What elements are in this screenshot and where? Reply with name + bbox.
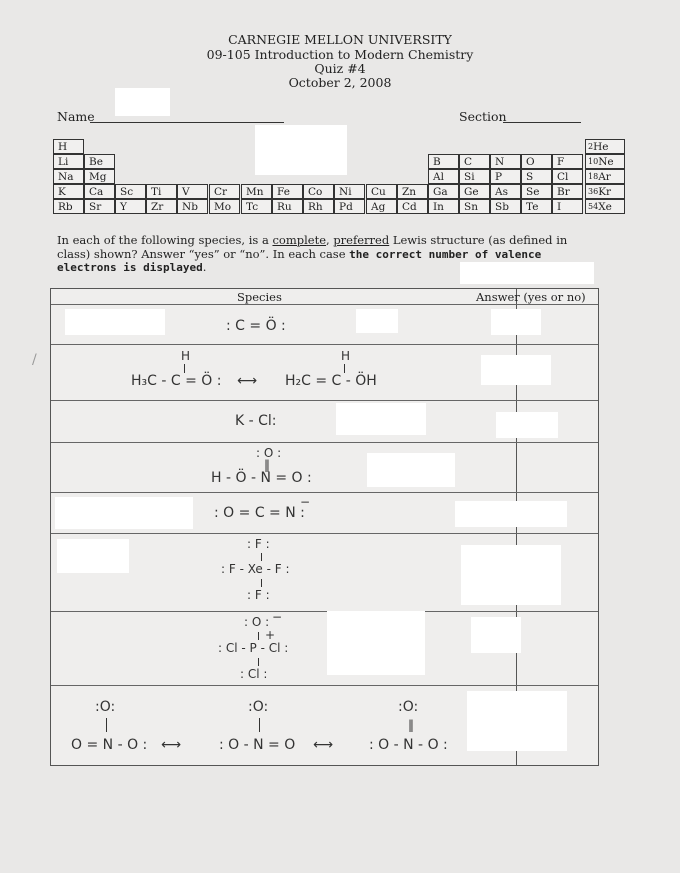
element-br: Br xyxy=(552,184,583,199)
species-pocl3-top: : O : xyxy=(244,615,270,629)
answer-column-header: Answer (yes or no) xyxy=(476,290,586,304)
element-ni: Ni xyxy=(334,184,365,199)
species-no3-a-top: :O: xyxy=(95,699,116,715)
species-resonance-left: H₃C - C = Ö : xyxy=(131,373,222,389)
element-si: Si xyxy=(459,169,490,184)
element-s: S xyxy=(521,169,552,184)
element-k: K xyxy=(53,184,84,199)
species-hno3: H - Ö - N = O : xyxy=(211,470,312,486)
element-ga: Ga xyxy=(428,184,459,199)
element-he: $^2$He xyxy=(585,139,625,154)
element-se: Se xyxy=(521,184,552,199)
species-resonance-right: H₂C = C - ÖH xyxy=(285,373,377,389)
element-ar: $^{18}$Ar xyxy=(585,169,625,184)
element-ne: $^{10}$Ne xyxy=(585,154,625,169)
redaction-patch xyxy=(356,309,398,333)
species-no3-c-top: :O: xyxy=(398,699,419,715)
course-title: 09-105 Introduction to Modern Chemistry xyxy=(206,47,474,62)
answer-box-5[interactable] xyxy=(461,545,561,605)
element-p: P xyxy=(490,169,521,184)
species-no3-b-top: :O: xyxy=(248,699,269,715)
section-label: Section xyxy=(459,109,507,124)
element-sc: Sc xyxy=(115,184,146,199)
element-c: C xyxy=(459,154,490,169)
species-no3-b: : O - N = O xyxy=(219,737,296,753)
element-mn: Mn xyxy=(241,184,272,199)
species-pocl3-mid: : Cl - P - Cl : xyxy=(218,641,289,655)
species-resonance-h-right: H xyxy=(341,349,351,363)
species-co: : C = Ö : xyxy=(226,318,286,334)
species-hno3-top: : O : xyxy=(256,446,282,460)
redaction-patch xyxy=(327,611,425,675)
element-sn: Sn xyxy=(459,199,490,214)
element-ge: Ge xyxy=(459,184,490,199)
element-mg: Mg xyxy=(84,169,115,184)
redaction-patch xyxy=(65,309,165,335)
element-sr: Sr xyxy=(84,199,115,214)
element-rb: Rb xyxy=(53,199,84,214)
element-na: Na xyxy=(53,169,84,184)
element-v: V xyxy=(177,184,208,199)
element-cl: Cl xyxy=(552,169,583,184)
redaction-patch xyxy=(55,497,193,529)
element-f: F xyxy=(552,154,583,169)
species-pocl3-bot: : Cl : xyxy=(240,667,268,681)
element-sb: Sb xyxy=(490,199,521,214)
element-ca: Ca xyxy=(84,184,115,199)
answer-box-6[interactable] xyxy=(471,617,521,653)
element-kr: $^{36}$Kr xyxy=(585,184,625,199)
element-fe: Fe xyxy=(272,184,303,199)
charge-mark: − xyxy=(272,610,283,624)
answer-box-7[interactable] xyxy=(467,691,567,751)
element-be: Be xyxy=(84,154,115,169)
species-kcl: K - Cl: xyxy=(235,413,277,429)
element-nb: Nb xyxy=(177,199,208,214)
redaction-patch xyxy=(57,539,129,573)
resonance-arrow: ⟷ xyxy=(161,737,182,753)
instructions: In each of the following species, is a complete, preferred Lewis structure (as defined in class) shown? Answer “yes” or “no”. In each case the correct number of valence electrons is displayed. xyxy=(57,233,568,274)
element-tc: Tc xyxy=(241,199,272,214)
element-pd: Pd xyxy=(334,199,365,214)
species-no3-c: : O - N - O : xyxy=(369,737,448,753)
element-in: In xyxy=(428,199,459,214)
element-zr: Zr xyxy=(146,199,177,214)
element-mo: Mo xyxy=(209,199,240,214)
element-li: Li xyxy=(53,154,84,169)
species-xef4-mid: : F - Xe - F : xyxy=(221,562,290,576)
element-h: H xyxy=(53,139,84,154)
element-rh: Rh xyxy=(303,199,334,214)
species-table xyxy=(50,288,599,766)
name-label: Name xyxy=(57,109,95,124)
element-ag: Ag xyxy=(366,199,397,214)
element-o: O xyxy=(521,154,552,169)
species-resonance-h-left: H xyxy=(181,349,191,363)
double-bond-mark: ‖ xyxy=(408,718,414,732)
redaction-patch xyxy=(367,453,455,487)
answer-box-2[interactable] xyxy=(481,355,551,385)
element-cr: Cr xyxy=(209,184,240,199)
species-no3-a: O = N - O : xyxy=(71,737,148,753)
quiz-title: Quiz #4 xyxy=(314,61,366,76)
charge-mark: + xyxy=(265,628,276,642)
pencil-mark: / xyxy=(32,352,37,368)
species-ocn: : O = C = N : xyxy=(214,505,305,521)
answer-box-1[interactable] xyxy=(491,309,541,335)
answer-box-4[interactable] xyxy=(455,501,567,527)
element-cd: Cd xyxy=(397,199,428,214)
name-field[interactable] xyxy=(90,110,284,123)
section-field[interactable] xyxy=(503,110,581,123)
element-zn: Zn xyxy=(397,184,428,199)
species-xef4-top: : F : xyxy=(247,537,270,551)
element-ti: Ti xyxy=(146,184,177,199)
element-cu: Cu xyxy=(366,184,397,199)
element-b: B xyxy=(428,154,459,169)
element-n: N xyxy=(490,154,521,169)
university-title: CARNEGIE MELLON UNIVERSITY xyxy=(228,32,452,47)
element-ru: Ru xyxy=(272,199,303,214)
redaction-patch xyxy=(460,262,594,284)
element-y: Y xyxy=(115,199,146,214)
resonance-arrow: ⟷ xyxy=(313,737,334,753)
element-te: Te xyxy=(521,199,552,214)
double-bond-mark: ‖ xyxy=(264,458,270,472)
charge-mark: − xyxy=(300,495,311,509)
quiz-date: October 2, 2008 xyxy=(288,75,392,90)
resonance-arrow: ⟷ xyxy=(237,373,258,389)
species-column-header: Species xyxy=(237,290,282,304)
species-xef4-bot: : F : xyxy=(247,588,270,602)
element-as: As xyxy=(490,184,521,199)
element-al: Al xyxy=(428,169,459,184)
element-xe: $^{54}$Xe xyxy=(585,199,625,214)
redaction-patch xyxy=(336,403,426,435)
answer-box-3[interactable] xyxy=(496,412,558,438)
element-co: Co xyxy=(303,184,334,199)
redaction-patch xyxy=(255,125,347,175)
element-i: I xyxy=(552,199,583,214)
